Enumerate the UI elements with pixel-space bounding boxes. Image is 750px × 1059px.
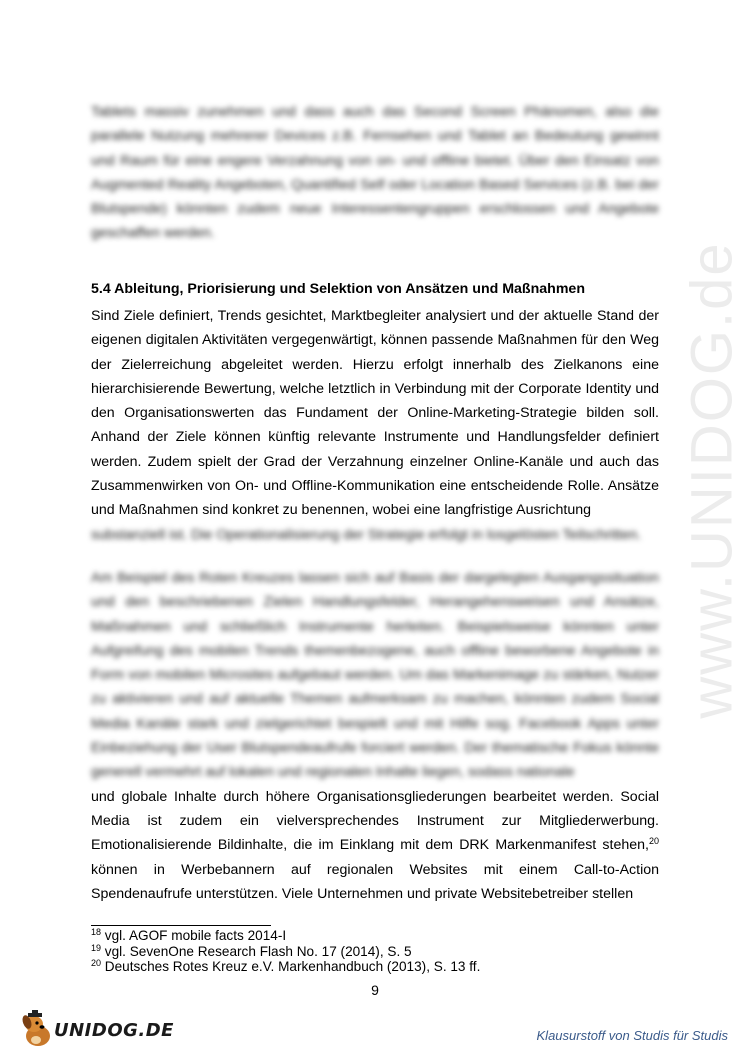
blurred-paragraph-top (91, 100, 659, 246)
footnotes (91, 928, 480, 975)
main-paragraph (91, 304, 659, 547)
paragraph-text-part: und globale Inhalte durch höhere Organisationsgliederungen bearbeitet werden. Social Media ist zudem ein vielversprechendes Instrument zur Mitgliederwerbung. Emotionalisierende Bildinhalte, die im Einklang mit dem DRK Markenmanifest stehen, (91, 788, 659, 854)
unidog-logo (20, 1010, 174, 1050)
logo-text: UNIDOG.DE (54, 1020, 174, 1041)
footnote-ref: 20 (648, 836, 659, 847)
paragraph-text: Sind Ziele definiert, Trends gesichtet, Marktbegleiter analysiert und der aktuelle Stand der eigenen digitalen Aktivitäten vergegenwärtigt, können passende Maßnahmen für den Weg der Zielerreichung abgeleitet werden. Hierzu erfolgt innerhalb des Zielkanons eine hierarchisierende Bewertung, welche letztlich in Verbindung mit der Corporate Identity und den Organisationswerten das Fundament der Online-Marketing-Strategie bilden soll. Anhand der Ziele können künftig relevante Instrumente und Handlungsfelder definiert werden. Zudem spielt der Grad der Verzahnung einzelner Online-Kanäle und auch das Zusammenwirken von On- und Offline-Kommunikation eine entscheidende Rolle. Ansätze und Maßnahmen sind konkret zu benennen, wobei eine langfristige Ausrichtung (91, 308, 659, 519)
footnote (91, 928, 480, 944)
red-cross-paragraph (91, 566, 659, 906)
footnote-number: 18 (91, 927, 102, 937)
watermark: www.UNIDOG.de (679, 241, 745, 719)
footnote-number: 19 (91, 942, 102, 953)
footnote-number: 20 (91, 958, 102, 968)
slogan: Klausurstoff von Studis für Studis (536, 1028, 728, 1043)
footnote (91, 959, 480, 975)
footnote-text: Deutsches Rotes Kreuz e.V. Markenhandbuch (2013), S. 13 ff. (101, 959, 481, 974)
footnote (91, 944, 480, 960)
paragraph-text: Tablets massiv zunehmen und dass auch das Second Screen Phänomen, also die parallele Nutzung mehrerer Devices z.B. Fernsehen und Tablet an Bedeutung gewinnt und Raum für eine engere Verzahnung von on- und offline bietet. Über den Einsatz von Augmented Reality Angeboten, Quantified Self oder Location Based Services (z.B. bei der Blutspende) könnten zudem neue Interessentengruppen erschlossen und Angebote geschaffen werden. (91, 104, 659, 242)
footnote-divider (91, 925, 271, 926)
page-number: 9 (371, 982, 379, 998)
footnote-text: vgl. SevenOne Research Flash No. 17 (2014), S. 5 (101, 943, 412, 959)
paragraph-text-part: können in Werbebannern auf regionalen Websites mit einem Call-to-Action Spendenaufrufe unterstützen. Viele Unternehmen und private Websitebetreiber stellen (91, 861, 659, 902)
paragraph-text-blurred: Am Beispiel des Roten Kreuzes lassen sich auf Basis der dargelegten Ausgangssituation und den beschriebenen Zielen Handlungsfelder, Herangehensweisen und Ansätze, Maßnahmen und schließlich Instrumente herleiten. Beispielsweise könnten unter Aufgreifung des mobilen Trends themenbezogene, auch offline beworbene Angebote in Form von mobilen Microsites aufgebaut werden. Um das Markenimage zu stärken, Nutzer zu aktivieren und auf aktuelle Themen aufmerksam zu machen, könnten zudem Social Media Kanäle stark und zielgerichtet bespielt und mit Hilfe sog. Facebook Apps unter Einbeziehung der User Blutspendeaufrufe forciert werden. Der thematische Fokus könnte generell vermehrt auf lokalen und regionalen Inhalte liegen, sodass nationale (91, 570, 659, 781)
footnote-text: vgl. AGOF mobile facts 2014-I (101, 928, 287, 943)
section-heading: 5.4 Ableitung, Priorisierung und Selektion von Ansätzen und Maßnahmen (91, 281, 585, 297)
paragraph-text-blurred: substanziell ist. Die Operationalisierung der Strategie erfolgt in losgelösten Teilschritten. (91, 526, 642, 543)
paragraph-text (91, 785, 659, 906)
